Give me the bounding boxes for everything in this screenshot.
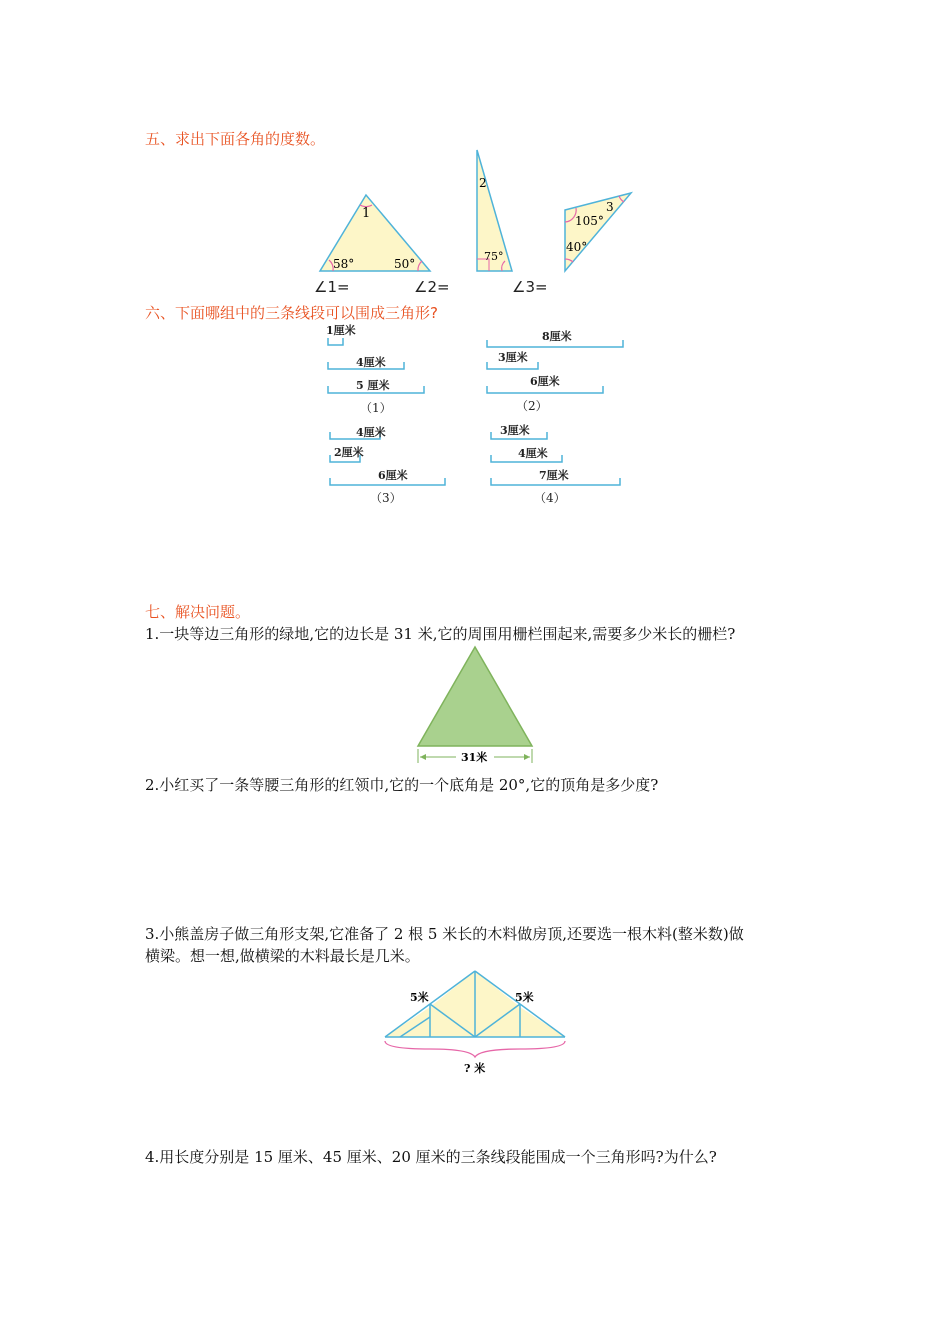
- triangle1-angle-label: 1: [362, 206, 371, 221]
- group4-segment-2: 4厘米: [518, 447, 548, 460]
- question-1: 1.一块等边三角形的绿地,它的边长是 31 米,它的周围用栅栏围起来,需要多少米长的栅栏?: [145, 625, 736, 643]
- group4-label: （4）: [534, 491, 566, 505]
- group1-segment-1: 1厘米: [326, 324, 356, 337]
- triangle3-angle-label: 3: [606, 200, 614, 214]
- section7-title: 七、解决问题。: [145, 603, 251, 621]
- triangle2-angle-label: 2: [479, 176, 487, 190]
- triangle3-left-angle: 40°: [566, 240, 588, 254]
- group1-segment-2: 4厘米: [356, 356, 386, 369]
- triangle-3: [565, 193, 631, 271]
- triangle1-left-angle: 58°: [333, 257, 355, 271]
- triangle-1: [320, 195, 430, 271]
- question-3-line-2: 横梁。想一想,做横梁的木料最长是几米。: [145, 947, 420, 965]
- triangle-2: [477, 150, 512, 271]
- group3-segment-1: 4厘米: [356, 426, 386, 439]
- side-length-label: 31米: [461, 751, 488, 764]
- roof-truss-figure: [375, 965, 580, 1080]
- group1-label: （1）: [360, 401, 392, 415]
- angle-triangles-figure: [300, 145, 650, 300]
- group1-segment-3: 5 厘米: [356, 379, 390, 392]
- section6-title: 六、下面哪组中的三条线段可以围成三角形?: [145, 304, 438, 322]
- question-2: 2.小红买了一条等腰三角形的红领巾,它的一个底角是 20°,它的顶角是多少度?: [145, 776, 659, 794]
- group2-label: （2）: [516, 399, 548, 413]
- answer-angle-2: ∠2=: [414, 278, 450, 296]
- group3-segment-3: 6厘米: [378, 469, 408, 482]
- question-4: 4.用长度分别是 15 厘米、45 厘米、20 厘米的三条线段能围成一个三角形吗?为什么?: [145, 1148, 717, 1166]
- segments-figure: [320, 318, 640, 513]
- equilateral-triangle-figure: [410, 643, 540, 768]
- question-3-line-1: 3.小熊盖房子做三角形支架,它准备了 2 根 5 米长的木料做房顶,还要选一根木料(整米数)做: [145, 925, 744, 943]
- group3-label: （3）: [370, 491, 402, 505]
- triangle2-bottom-angle: 75°: [484, 250, 504, 263]
- triangle1-right-angle: 50°: [394, 257, 416, 271]
- right-beam-label: 5米: [515, 991, 534, 1004]
- left-beam-label: 5米: [410, 991, 429, 1004]
- group4-segment-3: 7厘米: [539, 469, 569, 482]
- group2-segment-2: 3厘米: [498, 351, 528, 364]
- section5-title: 五、求出下面各角的度数。: [145, 130, 326, 148]
- answer-angle-3: ∠3=: [512, 278, 548, 296]
- triangle3-top-angle: 105°: [575, 214, 604, 228]
- group4-segment-1: 3厘米: [500, 424, 530, 437]
- answer-angle-1: ∠1=: [314, 278, 350, 296]
- group2-segment-1: 8厘米: [542, 330, 572, 343]
- group2-segment-3: 6厘米: [530, 375, 560, 388]
- crossbeam-label: ? 米: [464, 1062, 486, 1075]
- group3-segment-2: 2厘米: [334, 446, 364, 459]
